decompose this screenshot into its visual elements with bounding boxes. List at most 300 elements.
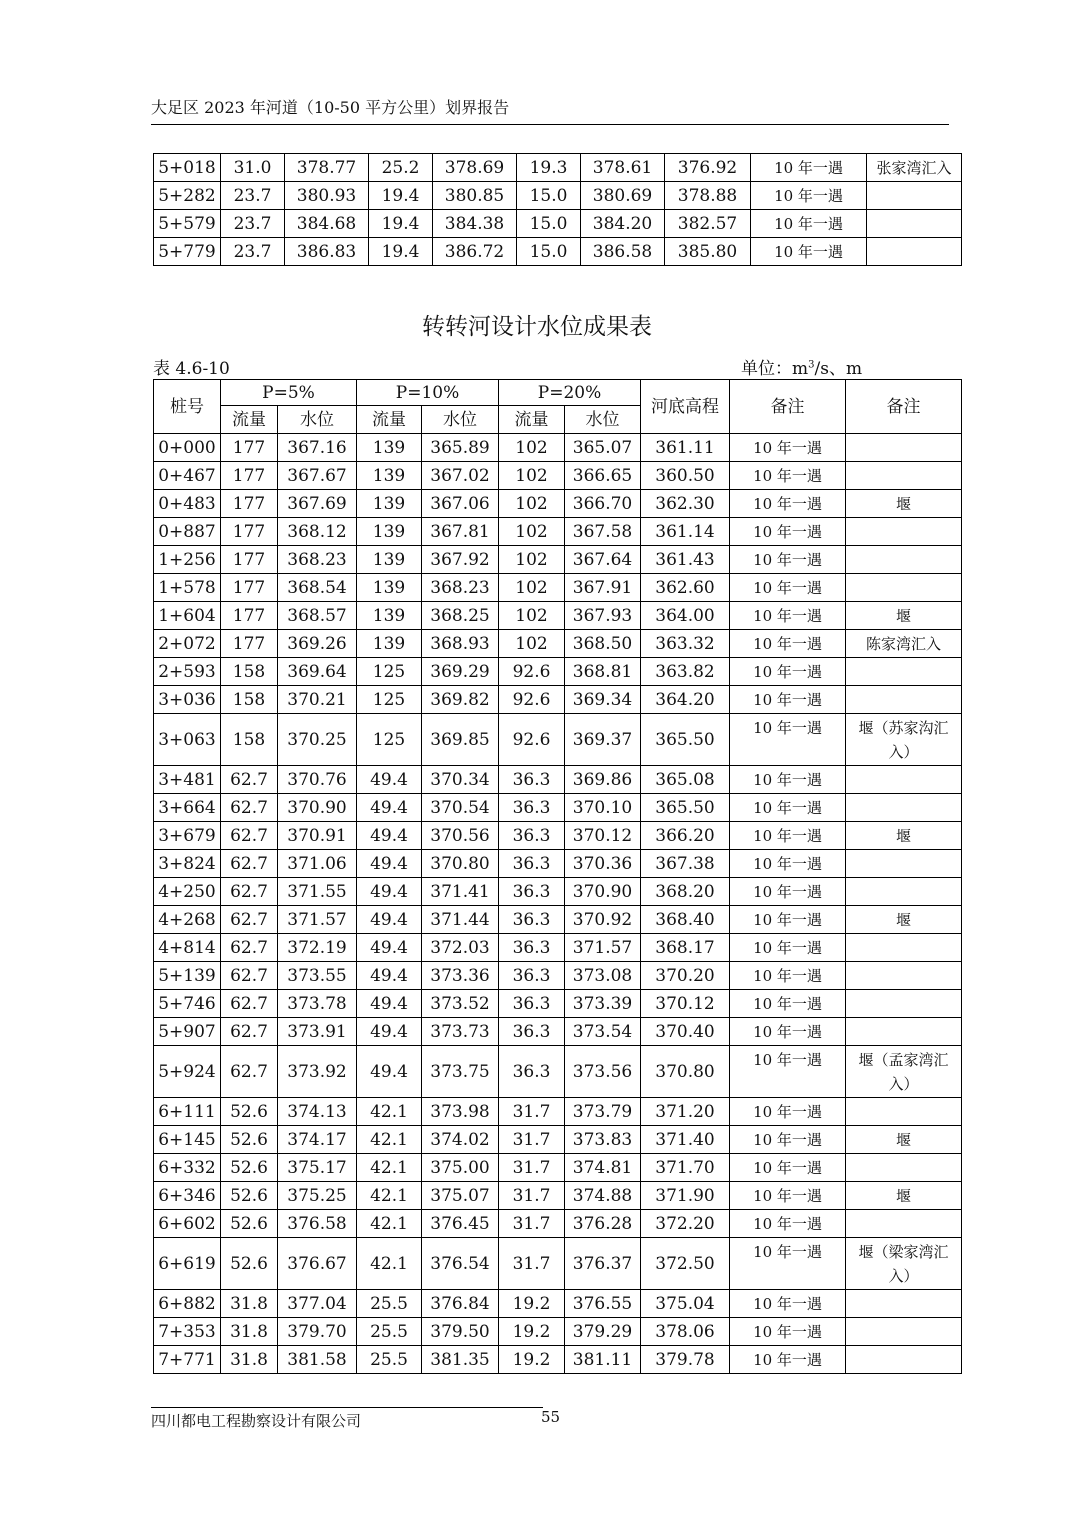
table-cell: 10 年一遇 bbox=[730, 1318, 846, 1346]
table-cell: 139 bbox=[357, 546, 422, 574]
table-cell: 367.69 bbox=[278, 490, 357, 518]
table-cell: 49.4 bbox=[357, 934, 422, 962]
table-cell: 36.3 bbox=[499, 906, 565, 934]
table-cell: 49.4 bbox=[357, 850, 422, 878]
table-cell: 376.54 bbox=[422, 1238, 499, 1290]
table-cell: 62.7 bbox=[221, 906, 278, 934]
table-cell: 360.50 bbox=[641, 462, 730, 490]
table-cell: 361.11 bbox=[641, 434, 730, 462]
table-row bbox=[154, 714, 962, 766]
table-cell: 堰（苏家沟汇入） bbox=[846, 714, 962, 766]
table-cell: 375.07 bbox=[422, 1182, 499, 1210]
table-row bbox=[154, 906, 962, 934]
table-row bbox=[154, 1182, 962, 1210]
table-cell: 62.7 bbox=[221, 962, 278, 990]
flow-header: 流量 bbox=[357, 406, 422, 434]
table-row bbox=[154, 1238, 962, 1290]
table-cell: 385.80 bbox=[665, 238, 751, 266]
table-cell: 10 年一遇 bbox=[730, 1154, 846, 1182]
table-cell: 52.6 bbox=[221, 1098, 278, 1126]
table-cell: 379.70 bbox=[278, 1318, 357, 1346]
table-cell: 369.86 bbox=[565, 766, 641, 794]
table-cell: 19.4 bbox=[369, 238, 433, 266]
table-cell: 368.40 bbox=[641, 906, 730, 934]
table-cell: 31.7 bbox=[499, 1210, 565, 1238]
table-cell: 370.92 bbox=[565, 906, 641, 934]
table-cell: 堰（梁家湾汇入） bbox=[846, 1238, 962, 1290]
flow-header: 流量 bbox=[221, 406, 278, 434]
table-cell: 384.20 bbox=[581, 210, 665, 238]
table-cell bbox=[846, 794, 962, 822]
table-cell: 366.70 bbox=[565, 490, 641, 518]
table-cell: 374.81 bbox=[565, 1154, 641, 1182]
level-header: 水位 bbox=[422, 406, 499, 434]
page-number: 55 bbox=[541, 1408, 561, 1426]
table-cell: 361.14 bbox=[641, 518, 730, 546]
table-cell: 363.82 bbox=[641, 658, 730, 686]
table-cell: 19.2 bbox=[499, 1318, 565, 1346]
table-cell: 10 年一遇 bbox=[730, 1126, 846, 1154]
table-cell: 49.4 bbox=[357, 878, 422, 906]
table-row bbox=[154, 574, 962, 602]
table-cell: 125 bbox=[357, 714, 422, 766]
table-cell: 371.70 bbox=[641, 1154, 730, 1182]
table-cell: 177 bbox=[221, 630, 278, 658]
table-cell: 10 年一遇 bbox=[730, 1046, 846, 1098]
table-cell: 10 年一遇 bbox=[730, 990, 846, 1018]
table-cell: 5+579 bbox=[154, 210, 221, 238]
table-cell: 373.79 bbox=[565, 1098, 641, 1126]
table-cell: 364.20 bbox=[641, 686, 730, 714]
table-cell: 367.67 bbox=[278, 462, 357, 490]
table-cell: 4+268 bbox=[154, 906, 221, 934]
table-cell: 10 年一遇 bbox=[730, 766, 846, 794]
table-cell: 372.50 bbox=[641, 1238, 730, 1290]
table-cell: 378.06 bbox=[641, 1318, 730, 1346]
table-cell: 373.39 bbox=[565, 990, 641, 1018]
table-cell: 31.8 bbox=[221, 1290, 278, 1318]
table-cell bbox=[846, 1346, 962, 1374]
table-cell: 2+593 bbox=[154, 658, 221, 686]
table-cell: 139 bbox=[357, 434, 422, 462]
table-cell: 366.20 bbox=[641, 822, 730, 850]
table-cell: 379.29 bbox=[565, 1318, 641, 1346]
table-cell: 370.80 bbox=[422, 850, 499, 878]
table-cell: 36.3 bbox=[499, 822, 565, 850]
table-cell: 362.30 bbox=[641, 490, 730, 518]
table-cell bbox=[846, 1318, 962, 1346]
table-cell: 62.7 bbox=[221, 766, 278, 794]
table-row bbox=[154, 686, 962, 714]
table-cell: 373.54 bbox=[565, 1018, 641, 1046]
table-row bbox=[154, 602, 962, 630]
table-cell: 177 bbox=[221, 602, 278, 630]
table-cell: 5+779 bbox=[154, 238, 221, 266]
table-cell: 384.68 bbox=[285, 210, 369, 238]
table-cell: 370.54 bbox=[422, 794, 499, 822]
table-cell: 10 年一遇 bbox=[730, 462, 846, 490]
table-cell: 373.92 bbox=[278, 1046, 357, 1098]
table-cell: 10 年一遇 bbox=[730, 822, 846, 850]
table-cell: 36.3 bbox=[499, 794, 565, 822]
table-cell: 381.11 bbox=[565, 1346, 641, 1374]
table-cell: 36.3 bbox=[499, 1046, 565, 1098]
table-cell: 62.7 bbox=[221, 934, 278, 962]
table-cell: 373.56 bbox=[565, 1046, 641, 1098]
table-cell: 堰 bbox=[846, 822, 962, 850]
table-row bbox=[154, 518, 962, 546]
table-cell: 370.34 bbox=[422, 766, 499, 794]
table-cell: 373.91 bbox=[278, 1018, 357, 1046]
table-cell: 139 bbox=[357, 462, 422, 490]
table-cell: 177 bbox=[221, 462, 278, 490]
table-cell: 374.17 bbox=[278, 1126, 357, 1154]
table-cell: 370.91 bbox=[278, 822, 357, 850]
table-cell: 370.12 bbox=[565, 822, 641, 850]
table-cell: 23.7 bbox=[221, 182, 285, 210]
table-cell: 102 bbox=[499, 602, 565, 630]
table-row bbox=[154, 850, 962, 878]
table-cell: 367.64 bbox=[565, 546, 641, 574]
table-cell: 10 年一遇 bbox=[730, 934, 846, 962]
table-cell: 367.38 bbox=[641, 850, 730, 878]
table-cell: 7+771 bbox=[154, 1346, 221, 1374]
table-cell: 5+746 bbox=[154, 990, 221, 1018]
table-cell: 10 年一遇 bbox=[730, 906, 846, 934]
table-cell: 10 年一遇 bbox=[730, 518, 846, 546]
table-cell: 368.57 bbox=[278, 602, 357, 630]
table-cell: 42.1 bbox=[357, 1238, 422, 1290]
level-header: 水位 bbox=[278, 406, 357, 434]
table-cell: 367.02 bbox=[422, 462, 499, 490]
table-cell: 370.90 bbox=[565, 878, 641, 906]
table-cell bbox=[846, 1290, 962, 1318]
table-row bbox=[154, 878, 962, 906]
table-cell: 365.89 bbox=[422, 434, 499, 462]
table-cell: 102 bbox=[499, 462, 565, 490]
table-cell: 25.5 bbox=[357, 1290, 422, 1318]
table-row bbox=[154, 934, 962, 962]
table-cell: 369.29 bbox=[422, 658, 499, 686]
table-cell: 376.28 bbox=[565, 1210, 641, 1238]
header-row bbox=[154, 380, 962, 406]
table-cell: 376.55 bbox=[565, 1290, 641, 1318]
table-cell: 368.25 bbox=[422, 602, 499, 630]
table-cell: 139 bbox=[357, 518, 422, 546]
table-cell: 堰（孟家湾汇入） bbox=[846, 1046, 962, 1098]
table-cell: 373.78 bbox=[278, 990, 357, 1018]
table-cell: 堰 bbox=[846, 602, 962, 630]
table-cell: 10 年一遇 bbox=[730, 574, 846, 602]
table-cell: 384.38 bbox=[433, 210, 517, 238]
table-cell: 10 年一遇 bbox=[730, 714, 846, 766]
table-cell: 10 年一遇 bbox=[730, 1210, 846, 1238]
table-cell: 375.00 bbox=[422, 1154, 499, 1182]
table-cell: 6+111 bbox=[154, 1098, 221, 1126]
table-cell: 0+887 bbox=[154, 518, 221, 546]
table-cell: 374.88 bbox=[565, 1182, 641, 1210]
table-cell: 10 年一遇 bbox=[730, 962, 846, 990]
table-cell: 52.6 bbox=[221, 1182, 278, 1210]
table-row bbox=[154, 182, 962, 210]
table-cell: 361.43 bbox=[641, 546, 730, 574]
table-cell: 371.55 bbox=[278, 878, 357, 906]
flow-header: 流量 bbox=[499, 406, 565, 434]
table-cell: 10 年一遇 bbox=[751, 182, 867, 210]
continued-table bbox=[153, 153, 962, 266]
table-row bbox=[154, 658, 962, 686]
table-cell: 371.06 bbox=[278, 850, 357, 878]
table-cell bbox=[846, 1154, 962, 1182]
header-divider bbox=[151, 124, 949, 125]
table-cell: 36.3 bbox=[499, 962, 565, 990]
table-cell: 62.7 bbox=[221, 1018, 278, 1046]
table-cell bbox=[846, 686, 962, 714]
table-cell: 3+036 bbox=[154, 686, 221, 714]
table-cell: 36.3 bbox=[499, 990, 565, 1018]
table-cell: 25.5 bbox=[357, 1318, 422, 1346]
table-cell: 36.3 bbox=[499, 878, 565, 906]
table-cell: 52.6 bbox=[221, 1154, 278, 1182]
table-row bbox=[154, 462, 962, 490]
table-cell: 1+578 bbox=[154, 574, 221, 602]
table-cell: 15.0 bbox=[517, 238, 581, 266]
table-cell: 堰 bbox=[846, 490, 962, 518]
table-cell: 15.0 bbox=[517, 210, 581, 238]
table-cell: 3+824 bbox=[154, 850, 221, 878]
table-cell: 23.7 bbox=[221, 210, 285, 238]
table-cell: 102 bbox=[499, 490, 565, 518]
level-header: 水位 bbox=[565, 406, 641, 434]
table-cell: 378.69 bbox=[433, 154, 517, 182]
table-cell: 371.41 bbox=[422, 878, 499, 906]
table-cell: 370.21 bbox=[278, 686, 357, 714]
table-cell: 49.4 bbox=[357, 1018, 422, 1046]
table-cell: 366.65 bbox=[565, 462, 641, 490]
table-cell: 370.80 bbox=[641, 1046, 730, 1098]
bed-elevation-header: 河底高程 bbox=[641, 380, 730, 434]
table-cell: 373.98 bbox=[422, 1098, 499, 1126]
table-cell bbox=[846, 1018, 962, 1046]
table-cell: 372.03 bbox=[422, 934, 499, 962]
table-cell: 368.12 bbox=[278, 518, 357, 546]
table-cell: 377.04 bbox=[278, 1290, 357, 1318]
table-cell: 369.64 bbox=[278, 658, 357, 686]
table-cell: 368.20 bbox=[641, 878, 730, 906]
table-cell: 376.45 bbox=[422, 1210, 499, 1238]
footer-divider bbox=[151, 1407, 543, 1408]
table-cell: 62.7 bbox=[221, 1046, 278, 1098]
table-cell: 371.44 bbox=[422, 906, 499, 934]
table-cell: 36.3 bbox=[499, 766, 565, 794]
table-cell: 3+664 bbox=[154, 794, 221, 822]
table-cell: 5+924 bbox=[154, 1046, 221, 1098]
table-cell bbox=[846, 462, 962, 490]
table-cell: 62.7 bbox=[221, 990, 278, 1018]
table-title: 转转河设计水位成果表 bbox=[422, 314, 652, 340]
table-cell: 31.7 bbox=[499, 1098, 565, 1126]
table-cell: 31.7 bbox=[499, 1182, 565, 1210]
table-cell: 102 bbox=[499, 630, 565, 658]
table-cell: 62.7 bbox=[221, 794, 278, 822]
table-cell: 31.0 bbox=[221, 154, 285, 182]
table-cell bbox=[846, 1210, 962, 1238]
table-row bbox=[154, 1346, 962, 1374]
table-cell: 10 年一遇 bbox=[730, 686, 846, 714]
table-cell: 364.00 bbox=[641, 602, 730, 630]
p5-header: P=5% bbox=[221, 380, 357, 406]
table-cell: 367.91 bbox=[565, 574, 641, 602]
table-cell: 92.6 bbox=[499, 658, 565, 686]
table-cell: 92.6 bbox=[499, 686, 565, 714]
table-cell: 52.6 bbox=[221, 1238, 278, 1290]
table-cell: 379.78 bbox=[641, 1346, 730, 1374]
table-cell bbox=[846, 766, 962, 794]
water-level-table bbox=[153, 379, 962, 1374]
table-row bbox=[154, 822, 962, 850]
table-cell: 376.67 bbox=[278, 1238, 357, 1290]
table-cell bbox=[846, 658, 962, 686]
table-cell: 3+679 bbox=[154, 822, 221, 850]
table-cell: 367.06 bbox=[422, 490, 499, 518]
table-cell: 369.34 bbox=[565, 686, 641, 714]
table-cell: 368.81 bbox=[565, 658, 641, 686]
table-cell: 381.58 bbox=[278, 1346, 357, 1374]
table-cell: 365.07 bbox=[565, 434, 641, 462]
table-cell bbox=[846, 850, 962, 878]
table-cell: 102 bbox=[499, 518, 565, 546]
table-cell bbox=[846, 518, 962, 546]
table-cell: 19.4 bbox=[369, 182, 433, 210]
table-row bbox=[154, 210, 962, 238]
table-cell: 376.37 bbox=[565, 1238, 641, 1290]
table-row bbox=[154, 154, 962, 182]
table-cell: 375.25 bbox=[278, 1182, 357, 1210]
table-cell bbox=[846, 574, 962, 602]
table-cell: 10 年一遇 bbox=[751, 238, 867, 266]
table-cell: 158 bbox=[221, 714, 278, 766]
table-cell: 31.7 bbox=[499, 1154, 565, 1182]
table-cell: 5+907 bbox=[154, 1018, 221, 1046]
table-cell bbox=[846, 434, 962, 462]
table-cell bbox=[846, 878, 962, 906]
table-cell: 10 年一遇 bbox=[730, 1098, 846, 1126]
table-cell: 370.90 bbox=[278, 794, 357, 822]
table-cell: 10 年一遇 bbox=[730, 1238, 846, 1290]
table-cell: 10 年一遇 bbox=[730, 1182, 846, 1210]
table-cell: 23.7 bbox=[221, 238, 285, 266]
table-cell: 368.54 bbox=[278, 574, 357, 602]
table-cell: 177 bbox=[221, 490, 278, 518]
table-cell: 371.40 bbox=[641, 1126, 730, 1154]
table-cell: 370.36 bbox=[565, 850, 641, 878]
table-cell: 380.93 bbox=[285, 182, 369, 210]
table-cell: 368.23 bbox=[422, 574, 499, 602]
table-row bbox=[154, 1290, 962, 1318]
table-cell: 373.73 bbox=[422, 1018, 499, 1046]
table-row bbox=[154, 1098, 962, 1126]
table-cell: 10 年一遇 bbox=[730, 434, 846, 462]
table-cell: 0+467 bbox=[154, 462, 221, 490]
table-cell: 10 年一遇 bbox=[751, 154, 867, 182]
table-cell: 369.82 bbox=[422, 686, 499, 714]
table-cell: 10 年一遇 bbox=[730, 850, 846, 878]
table-cell: 370.40 bbox=[641, 1018, 730, 1046]
table-cell: 367.16 bbox=[278, 434, 357, 462]
table-cell: 368.17 bbox=[641, 934, 730, 962]
table-cell: 368.23 bbox=[278, 546, 357, 574]
table-row bbox=[154, 630, 962, 658]
table-cell: 372.19 bbox=[278, 934, 357, 962]
table-cell: 373.55 bbox=[278, 962, 357, 990]
table-row bbox=[154, 766, 962, 794]
table-cell: 374.13 bbox=[278, 1098, 357, 1126]
table-cell: 382.57 bbox=[665, 210, 751, 238]
table-cell: 52.6 bbox=[221, 1126, 278, 1154]
table-cell: 5+018 bbox=[154, 154, 221, 182]
table-row bbox=[154, 1046, 962, 1098]
table-cell: 6+619 bbox=[154, 1238, 221, 1290]
table-cell: 10 年一遇 bbox=[730, 546, 846, 574]
table-cell: 379.50 bbox=[422, 1318, 499, 1346]
table-cell: 373.08 bbox=[565, 962, 641, 990]
report-header: 大足区 2023 年河道（10-50 平方公里）划界报告 bbox=[151, 98, 510, 117]
table-cell: 102 bbox=[499, 546, 565, 574]
table-cell: 10 年一遇 bbox=[730, 658, 846, 686]
table-cell: 368.50 bbox=[565, 630, 641, 658]
table-cell: 370.20 bbox=[641, 962, 730, 990]
table-cell: 365.50 bbox=[641, 794, 730, 822]
table-cell: 158 bbox=[221, 658, 278, 686]
table-cell bbox=[846, 1098, 962, 1126]
table-cell: 375.04 bbox=[641, 1290, 730, 1318]
table-row bbox=[154, 1018, 962, 1046]
table-cell: 139 bbox=[357, 490, 422, 518]
table-cell: 2+072 bbox=[154, 630, 221, 658]
table-cell: 62.7 bbox=[221, 822, 278, 850]
table-number: 表 4.6-10 bbox=[153, 359, 230, 379]
table-cell: 10 年一遇 bbox=[730, 490, 846, 518]
table-cell: 3+481 bbox=[154, 766, 221, 794]
table-cell: 365.50 bbox=[641, 714, 730, 766]
table-cell: 10 年一遇 bbox=[730, 878, 846, 906]
table-cell: 19.4 bbox=[369, 210, 433, 238]
table-cell: 177 bbox=[221, 518, 278, 546]
table-cell: 堰 bbox=[846, 906, 962, 934]
table-cell: 369.37 bbox=[565, 714, 641, 766]
table-cell: 42.1 bbox=[357, 1154, 422, 1182]
table-cell: 10 年一遇 bbox=[730, 630, 846, 658]
table-cell: 380.85 bbox=[433, 182, 517, 210]
table-cell: 52.6 bbox=[221, 1210, 278, 1238]
table-cell: 49.4 bbox=[357, 822, 422, 850]
table-cell: 380.69 bbox=[581, 182, 665, 210]
table-cell: 367.81 bbox=[422, 518, 499, 546]
table-cell bbox=[846, 546, 962, 574]
table-cell: 36.3 bbox=[499, 934, 565, 962]
table-cell: 25.5 bbox=[357, 1346, 422, 1374]
table-cell: 371.20 bbox=[641, 1098, 730, 1126]
table-cell: 125 bbox=[357, 658, 422, 686]
unit-label: 单位：$m^3/s$、m bbox=[741, 359, 863, 379]
table-cell: 102 bbox=[499, 434, 565, 462]
table-cell: 36.3 bbox=[499, 1018, 565, 1046]
table-cell: 0+000 bbox=[154, 434, 221, 462]
table-cell: 0+483 bbox=[154, 490, 221, 518]
table-cell: 139 bbox=[357, 630, 422, 658]
table-cell: 陈家湾汇入 bbox=[846, 630, 962, 658]
footer-company: 四川都电工程勘察设计有限公司 bbox=[151, 1412, 362, 1430]
